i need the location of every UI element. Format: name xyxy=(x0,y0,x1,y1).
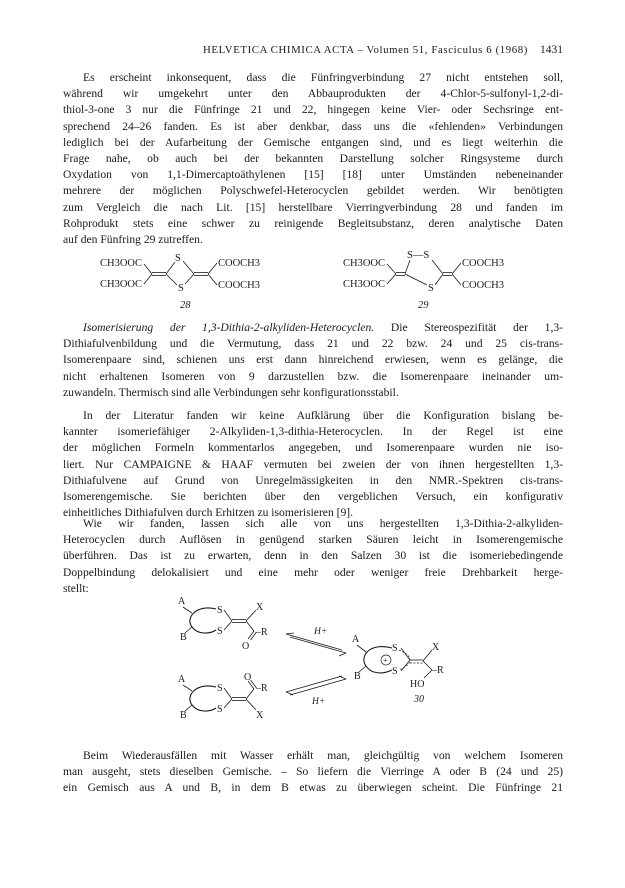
compounds-28-29-figure xyxy=(100,248,540,316)
sulfur-atom: S xyxy=(175,253,181,264)
text-line: ein Gemisch aus A und B, in dem B etwas zu überwiegen scheint. Die Fünfringe 21 xyxy=(63,781,563,795)
formula-cooch3: COOCH3 xyxy=(462,258,505,269)
text-line: Wie wir fanden, lassen sich alle von uns hergestellten 1,3-Dithia-2-alkyliden- xyxy=(83,517,563,530)
text-line: mehrere der möglichen Polyschwefel-Heterocyclen gebildet werden. Wir benötigten xyxy=(63,184,563,198)
formula-cooch3: COOCH3 xyxy=(462,280,505,291)
substituent-r: –R xyxy=(256,627,268,638)
text-line: zuwandeln. Thermisch sind alle Verbindungen sehr konfigurationsstabil. xyxy=(63,385,399,399)
sulfur-atom: S xyxy=(217,605,223,616)
paragraph-2 xyxy=(63,320,563,401)
sulfur-atom: S xyxy=(392,643,398,654)
cation-30 xyxy=(352,634,444,705)
paragraph-5 xyxy=(63,748,563,797)
substituent-x: X xyxy=(256,602,264,613)
disulfide-bridge: S—S xyxy=(407,250,430,261)
text-line: Heterocyclen durch Auflösen in genügend starken Säuren leicht in Isomerengemische xyxy=(63,533,563,547)
formula-cooch3: COOCH3 xyxy=(218,258,261,269)
compound-28 xyxy=(100,253,260,311)
text-line: Es erscheint inkonsequent, dass die Fünfringverbindung 27 nicht entstehen soll, xyxy=(83,71,563,84)
text-line: Dithiafulvenbildung und die Vermutung, dass 21 und 22 bzw. 24 und 25 cis-trans- xyxy=(63,337,563,351)
paragraph-4 xyxy=(63,516,563,597)
text-line: nicht erhaltenen Isomeren von 9 darzustellen bzw. die Isomerenpaare ineinander um- xyxy=(63,369,563,383)
section-heading-italic: Isomerisierung der 1,3-Dithia-2-alkyliden-Heterocyclen. xyxy=(83,321,375,334)
text-line: Beim Wiederausfällen mit Wasser erhält man, gleichgültig von welchem Isomeren xyxy=(83,749,563,762)
sulfur-atom: S xyxy=(178,283,184,294)
paragraph-1 xyxy=(63,70,563,248)
text-line: Dithiafulvene auf Grund von Unregelmässigkeiten in den NMR.-Spektren cis-trans- xyxy=(63,473,563,487)
text-line: zum Vergleich die nach Lit. [15] herstellbare Vierringverbindung 28 und fanden im xyxy=(63,200,563,214)
substituent-b: B xyxy=(180,710,187,721)
oxygen-atom: O xyxy=(244,672,252,683)
text-line: stellt: xyxy=(63,581,89,595)
text-line: während wir umgekehrt unter den Abbauprodukten der 4-Chlor-5-sulfonyl-1,2-di- xyxy=(63,87,563,101)
formula-ch3ooc: CH3OOC xyxy=(343,258,386,269)
text-line: Oxydation von 1,1-Dimercaptoäthylenen [15] [18] unter Umständen nebeneinander xyxy=(63,168,563,182)
sulfur-atom: S xyxy=(392,666,398,677)
substituent-r: –R xyxy=(256,683,268,694)
text-line: auf den Fünfring 29 zutreffen. xyxy=(63,233,203,247)
substituent-b: B xyxy=(354,671,361,682)
isomerization-scheme-figure xyxy=(170,590,490,735)
formula-ch3ooc: CH3OOC xyxy=(343,279,386,290)
text-line: Frage nahe, ob auch bei der bekannten Darstellung solcher Ringsysteme durch xyxy=(63,152,563,166)
text-line: Isomerisierung der 1,3-Dithia-2-alkyliden-Heterocyclen. Die Stereospezifität der 1,3- xyxy=(83,321,563,334)
text-line: Isomerenpaare sind, schienen uns erst dann hinreichend erwiesen, wenn es gelänge, die xyxy=(63,353,563,367)
positive-charge-sign: + xyxy=(383,656,388,665)
sulfur-atom: S xyxy=(217,626,223,637)
page-number: 1431 xyxy=(540,44,563,56)
sulfur-atom: S xyxy=(428,283,434,294)
isomer-top xyxy=(178,596,268,652)
running-head: HELVETICA CHIMICA ACTA – Volumen 51, Fasciculus 6 (1968) xyxy=(203,44,528,56)
compound-number-30: 30 xyxy=(414,694,424,705)
formula-ch3ooc: CH3OOC xyxy=(100,258,143,269)
substituent-a: A xyxy=(352,634,360,645)
text-line: einheitliches Dithiafulven durch Erhitzen zu isomerisieren [9]. xyxy=(63,506,354,520)
text-line: sprechend 24–26 fanden. Es ist aber denkbar, dass uns die «fehlenden» Verbindungen xyxy=(63,119,563,133)
text-line: der möglichen Formeln kommentarlos angegeben, und Isomerenpaare wurden nie iso- xyxy=(63,441,563,455)
isomer-bottom xyxy=(178,672,268,721)
substituent-a: A xyxy=(178,674,186,685)
sulfur-atom: S xyxy=(217,683,223,694)
text-line: Isomerengemische. Sie berichten über den vergeblichen Versuch, ein konfigurativ xyxy=(63,490,563,504)
equilibrium-arrows xyxy=(286,627,346,707)
text-line: liert. Nur CAMPAIGNE & HAAF vermuten bei zweien der von ihnen hergestellten 1,3- xyxy=(63,457,563,471)
substituent-a: A xyxy=(178,596,186,607)
compound-number-29: 29 xyxy=(418,300,429,311)
oxygen-atom: O xyxy=(242,641,250,652)
text-line: überführen. Das ist zu erwarten, denn in den Salzen 30 ist die isomeriebedingende xyxy=(63,549,563,563)
text-line: man ausgeht, stets dieselben Gemische. – So liefern die Vierringe A oder B (24 und 25) xyxy=(63,765,563,779)
text-line: Doppelbindung delokalisiert und eine mehr oder weniger freie Drehbarkeit herge- xyxy=(63,565,563,579)
substituent-r: –R xyxy=(432,665,444,676)
formula-ch3ooc: CH3OOC xyxy=(100,279,143,290)
acid-label: H+ xyxy=(312,697,326,707)
compound-number-28: 28 xyxy=(180,300,191,311)
compound-29 xyxy=(343,250,504,311)
text-line: Rohprodukt stets eine schwer zu reinigende Begleitsubstanz, deren analytische Daten xyxy=(63,216,563,230)
acid-label: H+ xyxy=(314,627,328,637)
hydroxy-group: HO xyxy=(410,679,425,690)
page-header xyxy=(63,44,563,60)
substituent-x: X xyxy=(256,710,264,721)
substituent-x: X xyxy=(432,642,440,653)
text-line: kannter isomeriefähiger 2-Alkyliden-1,3-dithia-Heterocyclen. In der Regel ist eine xyxy=(63,425,563,439)
text-line: lediglich bei der Aufarbeitung der Gemische entgangen sind, und es liegt weiterhin die xyxy=(63,135,563,149)
text-line: In der Literatur fanden wir keine Aufklärung über die Konfiguration bislang be- xyxy=(83,409,563,422)
formula-cooch3: COOCH3 xyxy=(218,280,261,291)
paragraph-3 xyxy=(63,408,563,521)
text-line: thiol-3-one 3 nur die Fünfringe 21 und 22, hingegen keine Vier- oder Sechsringe ent- xyxy=(63,103,563,117)
substituent-b: B xyxy=(180,632,187,643)
sulfur-atom: S xyxy=(217,704,223,715)
